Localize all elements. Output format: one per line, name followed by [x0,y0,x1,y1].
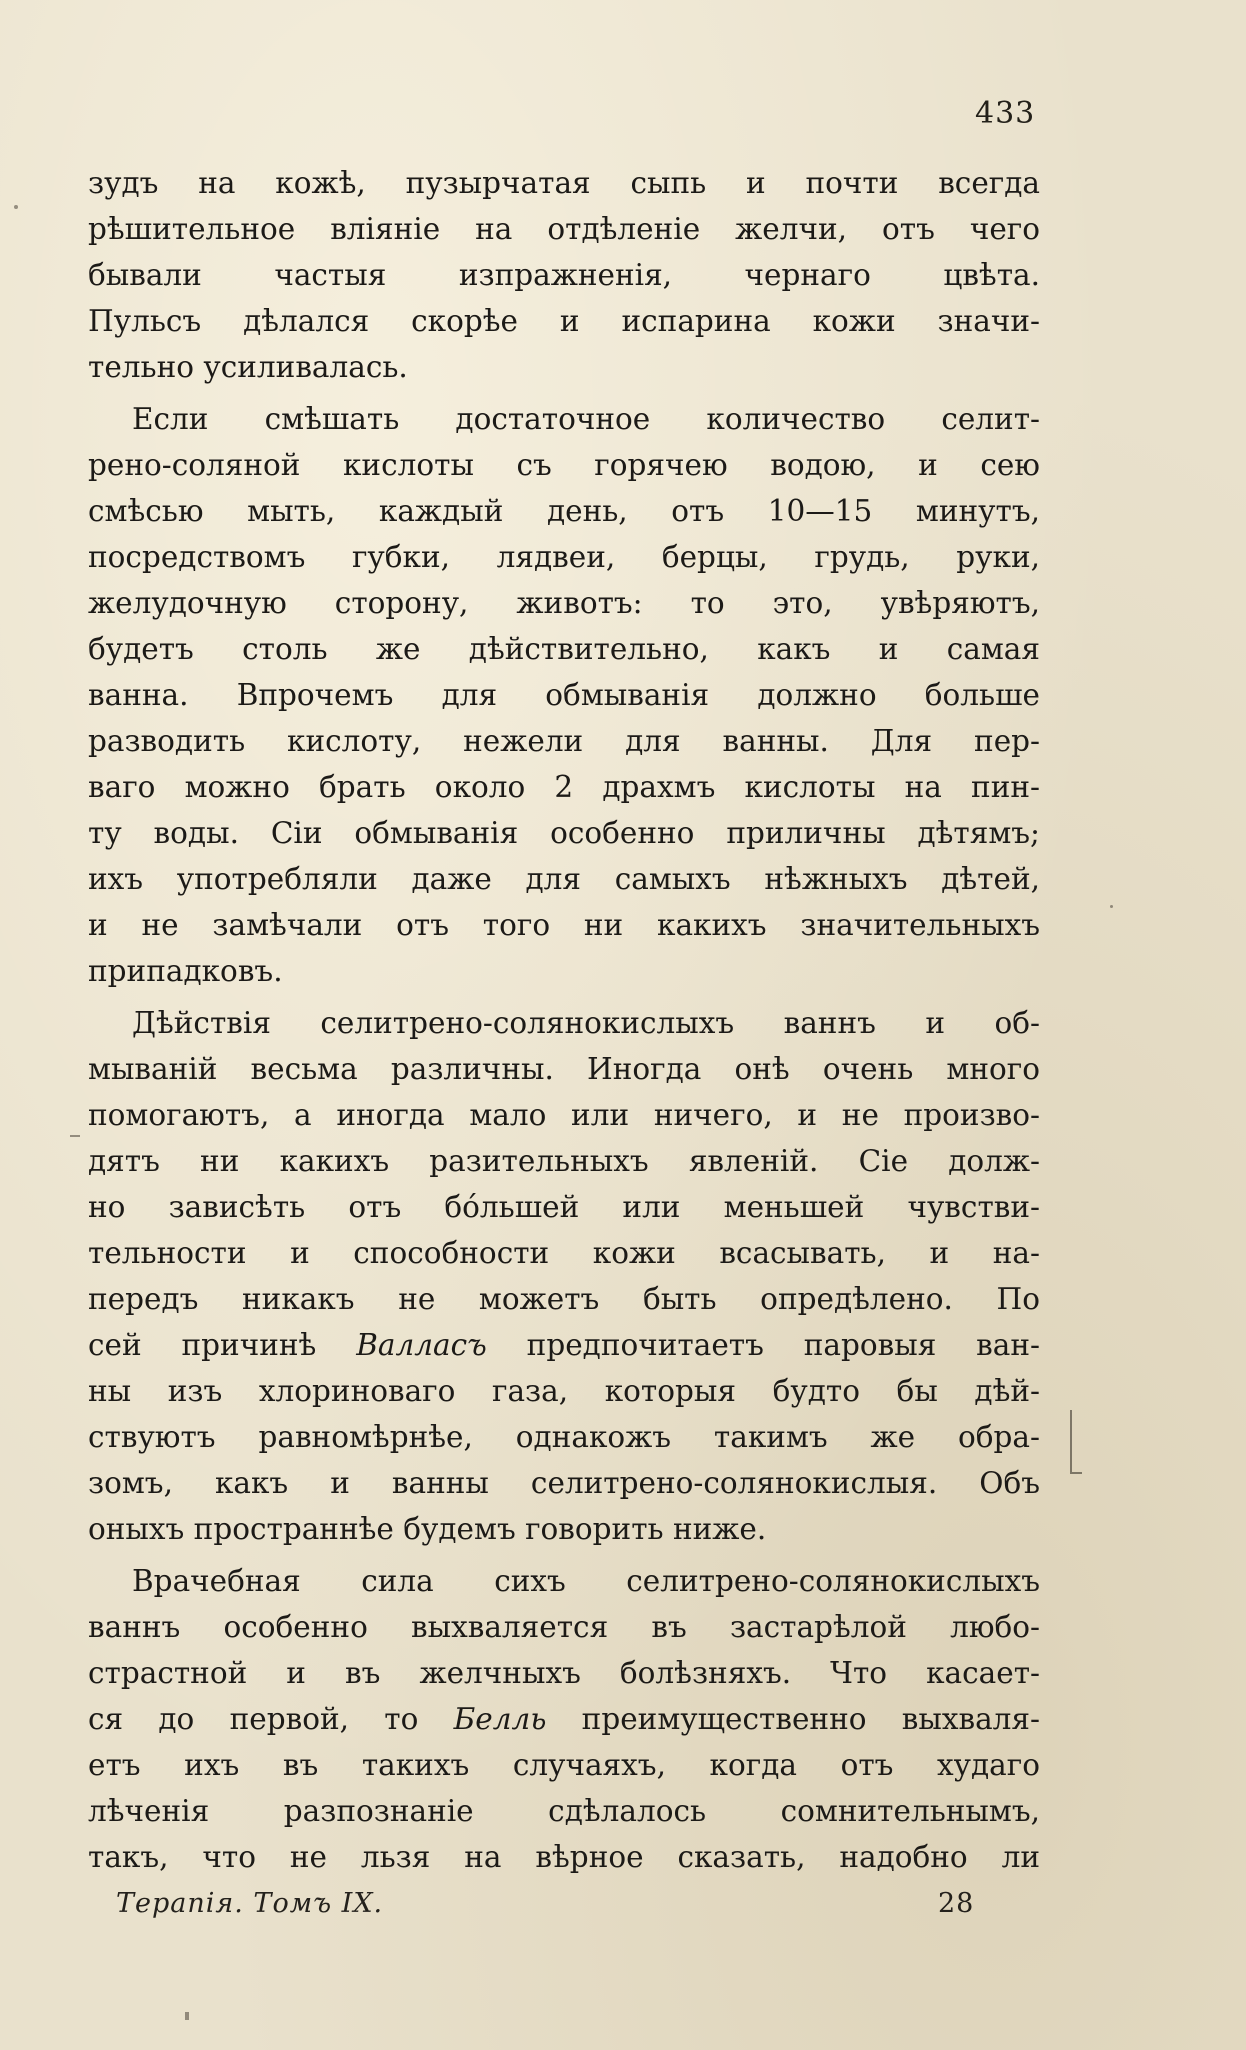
text-line: ту воды. Сіи обмыванія особенно приличны дѣтямъ; [88,816,1040,850]
text-line: разводить кислоту, нежели для ванны. Для пер- [88,724,1040,758]
text-line: зудъ на кожѣ, пузырчатая сыпь и почти всегда [88,166,1040,200]
italic-name: Белль [453,1702,547,1736]
text-line: зомъ, какъ и ванны селитрено-солянокислыя. Объ [88,1466,1040,1500]
page-number: 433 [975,96,1036,131]
text-line: передъ никакъ не можетъ быть опредѣлено. По [88,1282,1040,1316]
margin-speck [185,2012,189,2020]
text-line: и не замѣчали отъ того ни какихъ значительныхъ [88,908,1040,942]
text-line: такъ, что не льзя на вѣрное сказать, надобно ли [88,1840,1040,1874]
line-start: сей причинѣ [88,1328,357,1362]
signature-mark: 28 [938,1888,975,1919]
paragraph-end-line: тельно усиливалась. [88,350,408,384]
text-line: тельности и способности кожи всасывать, и на- [88,1236,1040,1270]
running-title: Терапія. Томъ IX. [116,1888,384,1919]
text-line: но зависѣть отъ бóльшей или меньшей чувстви- [88,1190,1040,1224]
text-line: ванна. Впрочемъ для обмыванія должно больше [88,678,1040,712]
paragraph-start-line: Врачебная сила сихъ селитрено-солянокислыхъ [132,1564,1040,1598]
text-line: ваннъ особенно выхваляется въ застарѣлой любо- [88,1610,1040,1644]
text-line: етъ ихъ въ такихъ случаяхъ, когда отъ худаго [88,1748,1040,1782]
margin-speck [70,1135,80,1137]
paragraph-start-line: Если смѣшать достаточное количество селит- [132,402,1040,436]
line-end: преимущественно выхваля- [546,1702,1041,1736]
margin-speck [1110,905,1113,908]
text-line: ны изъ хлориноваго газа, которыя будто бы дѣй- [88,1374,1040,1408]
line-end: предпочитаетъ паровыя ван- [486,1328,1040,1362]
text-line: ваго можно брать около 2 драхмъ кислоты на пин- [88,770,1040,804]
text-line: страстной и въ желчныхъ болѣзняхъ. Что касает- [88,1656,1040,1690]
line-start: ся до первой, то [88,1702,454,1736]
text-line: ихъ употребляли даже для самыхъ нѣжныхъ дѣтей, [88,862,1040,896]
text-line: дятъ ни какихъ разительныхъ явленій. Сіе долж- [88,1144,1040,1178]
text-line: рено-соляной кислоты съ горячею водою, и сею [88,448,1040,482]
paragraph-end-line: припадковъ. [88,954,283,988]
text-line: мываній весьма различны. Иногда онѣ очень много [88,1052,1040,1086]
paragraph-start-line: Дѣйствія селитрено-солянокислыхъ ваннъ и об- [132,1006,1040,1040]
text-line: желудочную сторону, животъ: то это, увѣряютъ, [88,586,1040,620]
text-line-with-name [88,1322,1040,1368]
text-line: лѣченія разпознаніе сдѣлалось сомнительнымъ, [88,1794,1040,1828]
body-text [88,160,1040,1880]
margin-speck [14,205,18,209]
margin-bracket-mark [1070,1410,1082,1474]
italic-name: Валласъ [356,1328,487,1362]
text-line: рѣшительное вліяніе на отдѣленіе желчи, отъ чего [88,212,1040,246]
text-line: будетъ столь же дѣйствительно, какъ и самая [88,632,1040,666]
text-line: Пульсъ дѣлался скорѣе и испарина кожи значи- [88,304,1040,338]
text-line: смѣсью мыть, каждый день, отъ 10—15 минутъ, [88,494,1040,528]
paragraph-end-line: оныхъ пространнѣе будемъ говорить ниже. [88,1512,767,1546]
text-line: бывали частыя изпражненія, чернаго цвѣта. [88,258,1040,292]
text-line: ствуютъ равномѣрнѣе, однакожъ такимъ же обра- [88,1420,1040,1454]
text-line: посредствомъ губки, лядвеи, берцы, грудь, руки, [88,540,1040,574]
text-line: помогаютъ, а иногда мало или ничего, и не произво- [88,1098,1040,1132]
text-line-with-name [88,1696,1040,1742]
